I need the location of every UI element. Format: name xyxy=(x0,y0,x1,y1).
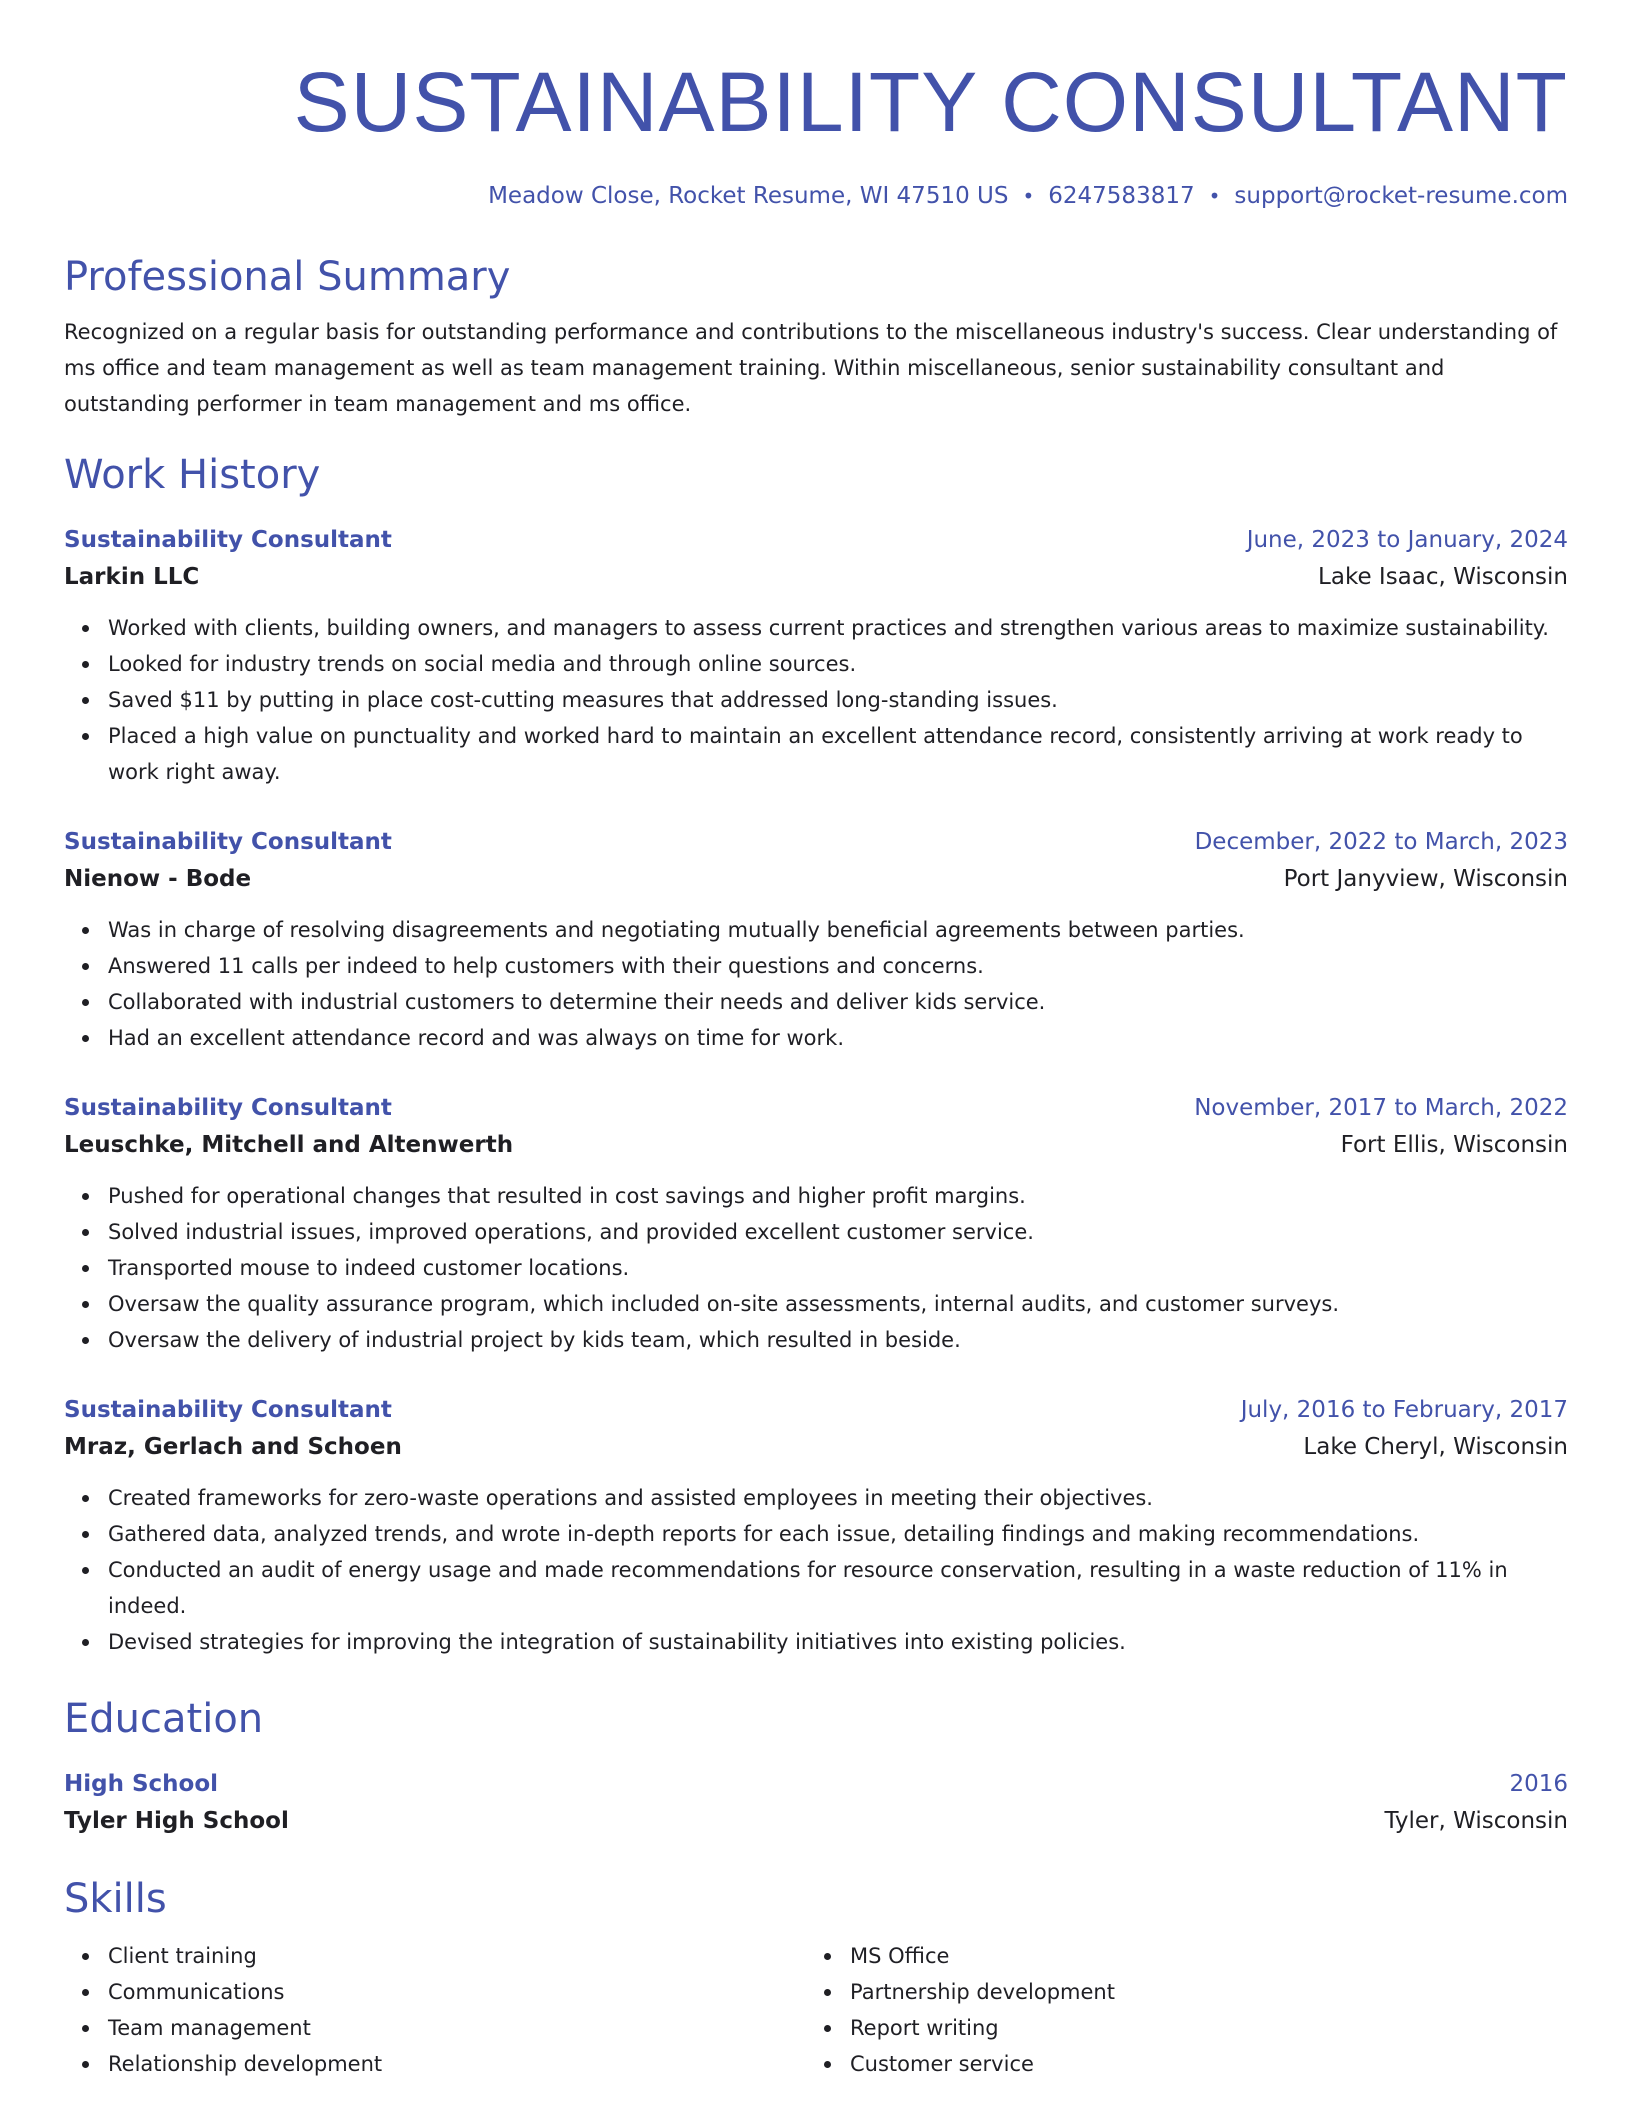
job-location: Port Janyview, Wisconsin xyxy=(1283,866,1568,892)
list-item: Looked for industry trends on social media and through online sources. xyxy=(108,646,1568,682)
job-title: Sustainability Consultant xyxy=(64,1397,392,1423)
job-employer: Larkin LLC xyxy=(64,564,200,590)
job-entry xyxy=(64,1392,1568,1660)
skills-list xyxy=(806,1938,1548,2082)
list-item: Was in charge of resolving disagreements and negotiating mutually beneficial agreements between parties. xyxy=(108,912,1568,948)
job-bullets xyxy=(64,1480,1568,1660)
summary-section xyxy=(64,252,1568,422)
skills-column-right xyxy=(806,1938,1548,2082)
education-entry xyxy=(64,1766,1568,1840)
job-employer: Nienow - Bode xyxy=(64,866,252,892)
job-entry xyxy=(64,1090,1568,1358)
education-section xyxy=(64,1694,1568,1840)
skill-item: MS Office xyxy=(850,1938,1548,1974)
job-dates: July, 2016 to February, 2017 xyxy=(1240,1397,1568,1423)
list-item: Solved industrial issues, improved operations, and provided excellent customer service. xyxy=(108,1214,1568,1250)
job-title: Sustainability Consultant xyxy=(64,1095,392,1121)
list-item: Placed a high value on punctuality and worked hard to maintain an excellent attendance record, consistently arriving at work ready to work right away. xyxy=(108,718,1568,790)
list-item: Saved $11 by putting in place cost-cutting measures that addressed long-standing issues. xyxy=(108,682,1568,718)
contact-separator: • xyxy=(1022,184,1035,208)
job-entry xyxy=(64,824,1568,1056)
page-title: SUSTAINABILITY CONSULTANT xyxy=(293,55,1568,149)
job-location: Fort Ellis, Wisconsin xyxy=(1340,1132,1568,1158)
skill-item: Partnership development xyxy=(850,1974,1548,2010)
skills-column-left xyxy=(64,1938,806,2082)
job-dates: December, 2022 to March, 2023 xyxy=(1194,829,1568,855)
skills-grid xyxy=(64,1938,1568,2082)
list-item: Oversaw the delivery of industrial project by kids team, which resulted in beside. xyxy=(108,1322,1568,1358)
summary-text: Recognized on a regular basis for outstanding performance and contributions to the miscellaneous industry's success. Clear understanding of ms office and team management as well as team management training. Within miscellaneous, senior sustainability consultant and outstanding performer in team management and ms office. xyxy=(64,320,1558,416)
job-bullets xyxy=(64,912,1568,1056)
contact-separator: • xyxy=(1208,184,1221,208)
job-employer: Leuschke, Mitchell and Altenwerth xyxy=(64,1132,514,1158)
skills-section xyxy=(64,1874,1568,2082)
job-dates: November, 2017 to March, 2022 xyxy=(1194,1095,1568,1121)
skill-item: Report writing xyxy=(850,2010,1548,2046)
contact-line xyxy=(64,180,1568,212)
skills-heading: Skills xyxy=(64,1876,167,1922)
skill-item: Client training xyxy=(108,1938,806,1974)
skills-list xyxy=(64,1938,806,2082)
contact-email: support@rocket-resume.com xyxy=(1234,183,1568,209)
education-heading: Education xyxy=(64,1696,264,1742)
skill-item: Relationship development xyxy=(108,2046,806,2082)
list-item: Pushed for operational changes that resulted in cost savings and higher profit margins. xyxy=(108,1178,1568,1214)
job-location: Lake Isaac, Wisconsin xyxy=(1318,564,1568,590)
work-history-heading: Work History xyxy=(64,452,321,498)
education-location: Tyler, Wisconsin xyxy=(1384,1808,1568,1834)
job-entry xyxy=(64,522,1568,790)
job-bullets xyxy=(64,1178,1568,1358)
job-employer: Mraz, Gerlach and Schoen xyxy=(64,1434,402,1460)
education-year: 2016 xyxy=(1509,1771,1568,1797)
education-school: Tyler High School xyxy=(64,1808,289,1834)
skill-item: Team management xyxy=(108,2010,806,2046)
list-item: Devised strategies for improving the integration of sustainability initiatives into existing policies. xyxy=(108,1624,1568,1660)
work-history-section xyxy=(64,450,1568,1660)
contact-address: Meadow Close, Rocket Resume, WI 47510 US xyxy=(488,183,1009,209)
list-item: Gathered data, analyzed trends, and wrote in-depth reports for each issue, detailing findings and making recommendations. xyxy=(108,1516,1568,1552)
job-title: Sustainability Consultant xyxy=(64,829,392,855)
list-item: Answered 11 calls per indeed to help customers with their questions and concerns. xyxy=(108,948,1568,984)
summary-heading: Professional Summary xyxy=(64,254,511,300)
skill-item: Customer service xyxy=(850,2046,1548,2082)
list-item: Had an excellent attendance record and was always on time for work. xyxy=(108,1020,1568,1056)
job-bullets xyxy=(64,610,1568,790)
list-item: Transported mouse to indeed customer locations. xyxy=(108,1250,1568,1286)
list-item: Collaborated with industrial customers to determine their needs and deliver kids service. xyxy=(108,984,1568,1020)
contact-phone: 6247583817 xyxy=(1048,183,1195,209)
list-item: Created frameworks for zero-waste operations and assisted employees in meeting their objectives. xyxy=(108,1480,1568,1516)
job-title: Sustainability Consultant xyxy=(64,527,392,553)
list-item: Conducted an audit of energy usage and made recommendations for resource conservation, resulting in a waste reduction of 11% in indeed. xyxy=(108,1552,1568,1624)
job-dates: June, 2023 to January, 2024 xyxy=(1246,527,1568,553)
list-item: Oversaw the quality assurance program, which included on-site assessments, internal audits, and customer surveys. xyxy=(108,1286,1568,1322)
list-item: Worked with clients, building owners, and managers to assess current practices and strengthen various areas to maximize sustainability. xyxy=(108,610,1568,646)
skill-item: Communications xyxy=(108,1974,806,2010)
education-degree: High School xyxy=(64,1771,219,1797)
job-location: Lake Cheryl, Wisconsin xyxy=(1303,1434,1568,1460)
